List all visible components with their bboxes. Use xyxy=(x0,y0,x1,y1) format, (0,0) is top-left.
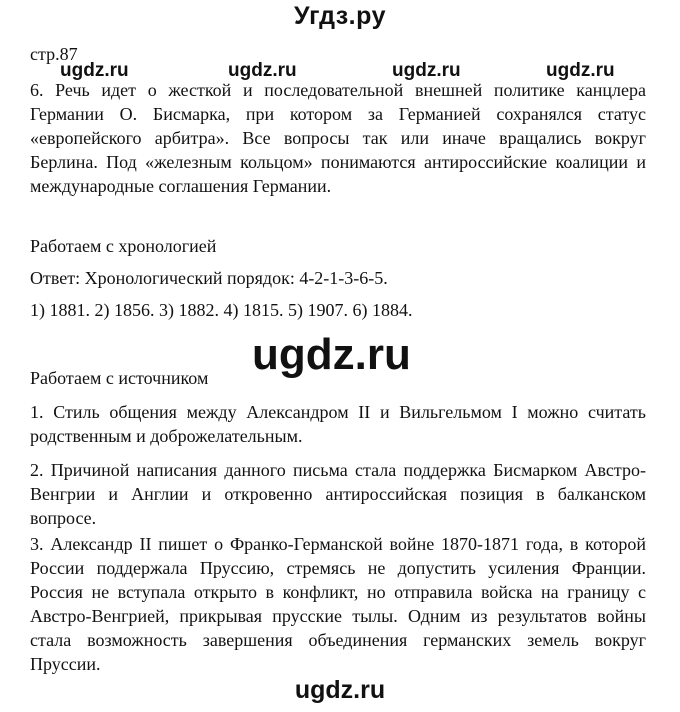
watermark: ugdz.ru xyxy=(228,60,297,81)
watermark: ugdz.ru xyxy=(392,60,461,81)
sources-heading: Работаем с источником xyxy=(30,368,209,388)
source-answer-2: 2. Причиной написания данного письма стала поддержка Бисмарком Австро-Венгрии и Англии и откровенно антироссийская позиция в балканском вопросе. xyxy=(30,460,646,528)
watermark: ugdz.ru xyxy=(60,60,129,81)
watermark-bottom: ugdz.ru xyxy=(294,676,386,704)
source-answer-1: 1. Стиль общения между Александром II и Вильгельмом I можно считать родственным и доброжелательным. xyxy=(30,402,646,446)
chronology-dates: 1) 1881. 2) 1856. 3) 1882. 4) 1815. 5) 1907. 6) 1884. xyxy=(30,300,413,320)
answer-paragraph-6: 6. Речь идет о жесткой и последовательной внешней политике канцлера Германии О. Бисмарка, при котором за Германией сохранялся статус «европейского арбитра». Все вопросы так или иначе вращались вокруг Берлина. Под «железным кольцом» понимаются антироссийские коалиции и международные соглашения Германии. xyxy=(30,80,646,196)
chronology-heading: Работаем с хронологией xyxy=(30,236,217,256)
watermark-large: ugdz.ru xyxy=(252,330,411,379)
source-answer-3: 3. Александр II пишет о Франко-Германской войне 1870-1871 года, в которой России поддержала Пруссию, стремясь не допустить усиления Франции. Россия не вступала открыто в конфликт, но отправила войска на границу с Австро-Венгрией, прикрывая прусские тылы. Одним из результатов войны стала возможность завершения объединения германских земель вокруг Пруссии. xyxy=(30,534,646,674)
watermark: ugdz.ru xyxy=(546,60,615,81)
site-title: Угдз.ру xyxy=(294,2,386,30)
page-reference: стр.87 xyxy=(30,44,78,64)
chronology-answer: Ответ: Хронологический порядок: 4-2-1-3-6-5. xyxy=(30,268,388,288)
